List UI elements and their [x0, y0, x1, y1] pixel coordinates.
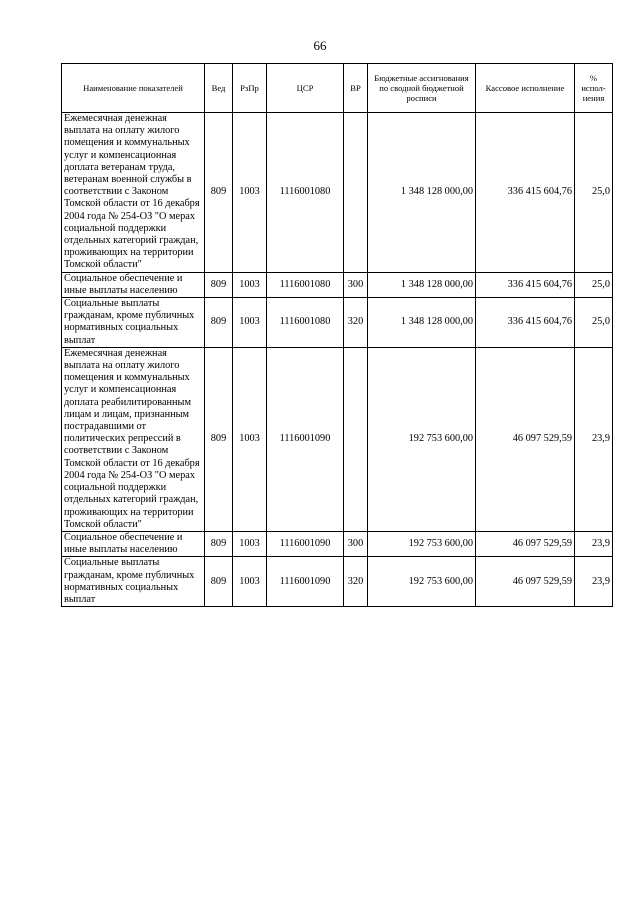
row-cash-execution: 336 415 604,76 [476, 113, 575, 273]
row-rzpr: 1003 [233, 531, 267, 556]
header-ved: Вед [205, 64, 233, 113]
row-rzpr: 1003 [233, 113, 267, 273]
row-cash-execution: 336 415 604,76 [476, 298, 575, 348]
row-ved: 809 [205, 298, 233, 348]
table-row [62, 557, 613, 607]
row-vr: 300 [344, 531, 368, 556]
row-percent: 23,9 [575, 347, 613, 531]
row-rzpr: 1003 [233, 347, 267, 531]
header-assignments: Бюджетные ассигнования по сводной бюджетной росписи [368, 64, 476, 113]
table-header-row [62, 64, 613, 113]
row-vr [344, 113, 368, 273]
row-assignments: 192 753 600,00 [368, 557, 476, 607]
row-ved: 809 [205, 557, 233, 607]
row-vr: 320 [344, 557, 368, 607]
row-assignments: 1 348 128 000,00 [368, 113, 476, 273]
row-vr [344, 347, 368, 531]
header-name: Наименование показателей [62, 64, 205, 113]
row-csr: 1116001080 [267, 298, 344, 348]
page-number: 66 [313, 38, 327, 53]
header-cash-execution: Кассовое исполнение [476, 64, 575, 113]
row-name: Социальные выплаты гражданам, кроме публичных нормативных социальных выплат [62, 557, 205, 607]
row-percent: 23,9 [575, 531, 613, 556]
row-csr: 1116001080 [267, 272, 344, 297]
table-row [62, 347, 613, 531]
header-csr: ЦСР [267, 64, 344, 113]
header-percent-execution: % испол-нения [575, 64, 613, 113]
row-assignments: 192 753 600,00 [368, 531, 476, 556]
row-csr: 1116001090 [267, 347, 344, 531]
row-name: Социальные выплаты гражданам, кроме публичных нормативных социальных выплат [62, 298, 205, 348]
row-ved: 809 [205, 347, 233, 531]
row-assignments: 1 348 128 000,00 [368, 298, 476, 348]
row-percent: 23,9 [575, 557, 613, 607]
row-rzpr: 1003 [233, 272, 267, 297]
row-percent: 25,0 [575, 113, 613, 273]
row-name: Социальное обеспечение и иные выплаты населению [62, 272, 205, 297]
row-cash-execution: 46 097 529,59 [476, 531, 575, 556]
row-cash-execution: 336 415 604,76 [476, 272, 575, 297]
row-ved: 809 [205, 272, 233, 297]
row-percent: 25,0 [575, 272, 613, 297]
table-row [62, 531, 613, 556]
row-assignments: 192 753 600,00 [368, 347, 476, 531]
table-row [62, 272, 613, 297]
row-vr: 300 [344, 272, 368, 297]
row-rzpr: 1003 [233, 298, 267, 348]
table-row [62, 113, 613, 273]
table-row [62, 298, 613, 348]
row-assignments: 1 348 128 000,00 [368, 272, 476, 297]
row-cash-execution: 46 097 529,59 [476, 557, 575, 607]
row-csr: 1116001090 [267, 531, 344, 556]
row-vr: 320 [344, 298, 368, 348]
header-rzpr: РзПр [233, 64, 267, 113]
row-csr: 1116001090 [267, 557, 344, 607]
row-percent: 25,0 [575, 298, 613, 348]
row-ved: 809 [205, 531, 233, 556]
budget-table [61, 63, 613, 607]
row-ved: 809 [205, 113, 233, 273]
row-csr: 1116001080 [267, 113, 344, 273]
row-rzpr: 1003 [233, 557, 267, 607]
row-cash-execution: 46 097 529,59 [476, 347, 575, 531]
row-name: Ежемесячная денежная выплата на оплату жилого помещения и коммунальных услуг и компенсационная доплата реабилитированным лицам и лицам, признанным пострадавшими от политических репрессий в соответствии с Законом Томской области от 16 декабря 2004 года № 254-ОЗ "О мерах социальной поддержки отдельных категорий граждан, проживающих на территории Томской области" [62, 347, 205, 531]
header-vr: ВР [344, 64, 368, 113]
row-name: Ежемесячная денежная выплата на оплату жилого помещения и коммунальных услуг и компенсационная доплата ветеранам труда, ветеранам военной службы в соответствии с Законом Томской области от 16 декабря 2004 года № 254-ОЗ "О мерах социальной поддержки отдельных категорий граждан, проживающих на территории Томской области" [62, 113, 205, 273]
row-name: Социальное обеспечение и иные выплаты населению [62, 531, 205, 556]
